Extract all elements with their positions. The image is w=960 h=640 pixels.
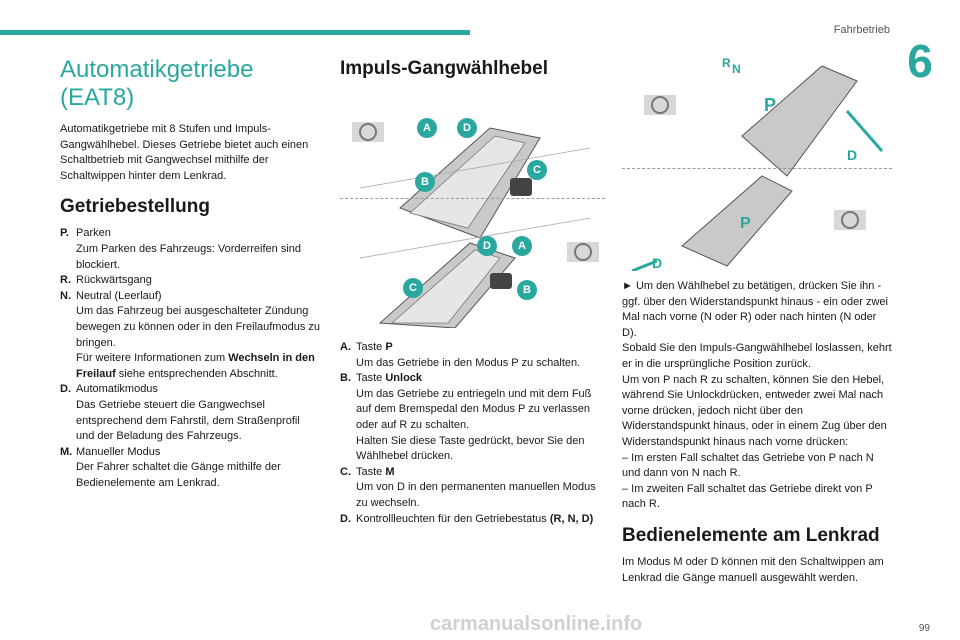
- watermark: carmanualsonline.info: [430, 613, 643, 635]
- item-label: Rückwärtsgang: [76, 274, 152, 287]
- item-label: Taste P: [356, 341, 393, 353]
- lever-key-list: [340, 340, 605, 527]
- item-label: Parken: [76, 227, 111, 240]
- list-item: [60, 445, 320, 461]
- list-item: [340, 340, 605, 356]
- item-key: P.: [60, 227, 69, 240]
- callout-b: B: [517, 280, 537, 300]
- label-p: P: [764, 95, 777, 115]
- page-title: Automatikgetriebe (EAT8): [60, 56, 254, 111]
- label-p: P: [740, 215, 751, 232]
- item-label: Neutral (Leerlauf): [76, 289, 162, 302]
- section-heading-impuls: Impuls-Gangwählhebel: [340, 58, 548, 79]
- steering-wheel-icon: [832, 206, 868, 234]
- column-middle: [340, 56, 605, 527]
- callout-d: D: [477, 236, 497, 256]
- item-key: M.: [60, 445, 73, 458]
- gear-lever-illustration: [340, 88, 605, 328]
- item-key: D.: [60, 383, 71, 396]
- instruction-paragraph: Sobald Sie den Impuls-Gangwählhebel loslassen, kehrt er in die ursprüngliche Position zurück.: [622, 342, 892, 370]
- list-item: [60, 226, 320, 242]
- label-d: D: [652, 255, 663, 271]
- note-text: Für weitere Informationen zum: [76, 352, 229, 365]
- instruction-paragraph: ► Um den Wählhebel zu betätigen, drücken Sie ihn - ggf. über den Widerstandspunkt hinaus - ein oder zwei Mal nach vorne (N oder R) oder nach hinten (N oder D).: [622, 280, 888, 339]
- item-label: Kontrollleuchten für den Getriebestatus (R, N, D): [356, 512, 594, 525]
- item-desc: Der Fahrer schaltet die Gänge mithilfe der Bedienelemente am Lenkrad.: [76, 461, 281, 489]
- section-heading-lenkrad: Bedienelemente am Lenkrad: [622, 524, 880, 546]
- item-desc: Um von D in den permanenten manuellen Modus zu wechseln.: [356, 481, 596, 509]
- item-desc: Um das Fahrzeug bei ausgeschalteter Zündung bewegen zu können oder in den Freilaufmodus zu bringen.: [76, 305, 320, 349]
- item-label: Automatikmodus: [76, 383, 158, 396]
- item-key: R.: [60, 274, 71, 287]
- item-label: Taste Unlock: [356, 372, 423, 385]
- list-item: [60, 382, 320, 398]
- column-left: [60, 56, 320, 491]
- instruction-paragraph: Im Modus M oder D können mit den Schaltwippen am Lenkrad die Gänge manuell ausgewählt werden.: [622, 555, 884, 584]
- top-accent-bar: [0, 30, 470, 35]
- label-n: N: [732, 62, 741, 76]
- instruction-paragraph: Um von P nach R zu schalten, können Sie den Hebel, während Sie Unlockdrücken, entweder zwei Mal nach vorne drücken, jedoch nicht über den Widerstandspunkt hinaus, oder in einem Zug über den Widerstandspunkt hinaus nach vorne drücken:: [622, 373, 887, 448]
- intro-paragraph: Automatikgetriebe mit 8 Stufen und Impuls-Gangwählhebel. Dieses Getriebe bietet auch einen Schaltbetrieb mit Gangwechsel mithilfe der Schaltwippen hinter dem Lenkrad.: [60, 123, 309, 182]
- column-right: [622, 56, 892, 586]
- callout-b: B: [415, 172, 435, 192]
- list-item: [60, 289, 320, 305]
- callout-c: C: [403, 278, 423, 298]
- list-item: [340, 512, 605, 528]
- steering-wheel-icon: [350, 118, 386, 146]
- item-desc: Um das Getriebe zu entriegeln und mit dem Fuß auf dem Bremspedal den Modus P zu verlassen oder auf R zu schalten.: [356, 387, 592, 431]
- separator: [622, 168, 892, 169]
- item-key: B.: [340, 372, 351, 385]
- item-desc-note: [60, 351, 320, 382]
- note-text: siehe entsprechenden Abschnitt.: [115, 367, 278, 380]
- item-label: Manueller Modus: [76, 445, 161, 458]
- item-key: D.: [340, 512, 351, 525]
- section-header: Fahrbetrieb: [833, 24, 890, 36]
- shift-direction-illustration: [622, 56, 892, 271]
- item-desc: Halten Sie diese Taste gedrückt, bevor Sie den Wählhebel drücken.: [356, 434, 585, 463]
- callout-d: D: [457, 118, 477, 138]
- section-heading-getriebestellung: Getriebestellung: [60, 196, 210, 218]
- callout-c: C: [527, 160, 547, 180]
- label-d: D: [847, 147, 858, 163]
- steering-wheel-icon: [565, 238, 601, 266]
- steering-wheel-icon: [642, 91, 678, 119]
- chapter-number: 6: [907, 35, 933, 87]
- item-desc: Um das Getriebe in den Modus P zu schalten.: [356, 356, 581, 369]
- page-number: 99: [918, 623, 930, 634]
- note-link-text: Wechseln in den Freilauf: [76, 352, 315, 380]
- list-item: [60, 273, 320, 289]
- callout-a: A: [512, 236, 532, 256]
- item-desc: Zum Parken des Fahrzeugs: Vorderreifen sind blockiert.: [76, 242, 302, 271]
- bullet-item: – Im ersten Fall schaltet das Getriebe von P nach N und dann von N nach R.: [622, 451, 874, 480]
- list-item: [340, 465, 605, 481]
- item-key: A.: [340, 341, 351, 353]
- item-key: C.: [340, 465, 351, 478]
- separator: [340, 198, 605, 199]
- item-key: N.: [60, 289, 71, 302]
- list-item: [340, 371, 605, 387]
- gear-position-list: [60, 226, 320, 491]
- callout-a: A: [417, 118, 437, 138]
- label-r: R: [722, 56, 731, 70]
- bullet-item: – Im zweiten Fall schaltet das Getriebe direkt von P nach R.: [622, 482, 873, 511]
- item-desc: Das Getriebe steuert die Gangwechsel entsprechend dem Fahrstil, dem Straßenprofil und der Beladung des Fahrzeugs.: [76, 398, 300, 443]
- item-label: Taste M: [356, 465, 395, 478]
